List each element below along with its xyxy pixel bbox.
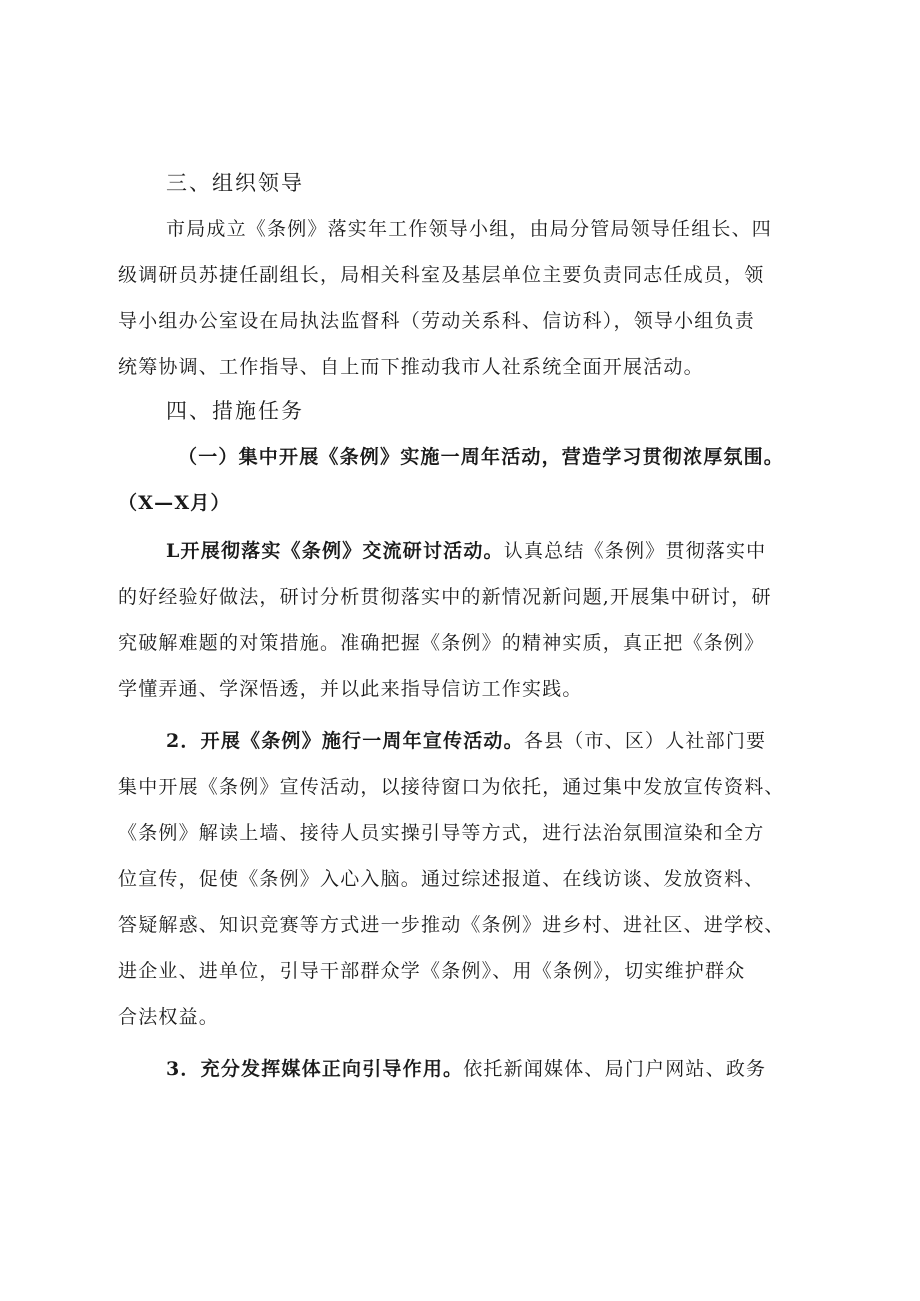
paragraph-line: 导小组办公室设在局执法监督科（劳动关系科、信访科），领导小组负责 [118, 310, 755, 332]
paragraph-line: 级调研员苏捷任副组长，局相关科室及基层单位主要负责同志任成员，领 [118, 264, 765, 286]
item-1-first-line [166, 538, 876, 564]
item-1-lead: L开展彻落实《条例》交流研讨活动。 [166, 540, 504, 562]
subsection-1-period: （X—X月） [118, 492, 231, 514]
paragraph-line: 市局成立《条例》落实年工作领导小组，由局分管局领导任组长、四 [166, 218, 773, 240]
paragraph-line: 答疑解惑、知识竞赛等方式进一步推动《条例》进乡村、进社区、进学校、 [118, 914, 785, 936]
paragraph-line: 学懂弄通、学深悟透，并以此来指导信访工作实践。 [118, 678, 583, 700]
item-2-lead: 2．开展《条例》施行一周年宣传活动。 [166, 730, 524, 752]
paragraph-line: 进企业、进单位，引导干部群众学《条例》、用《条例》，切实维护群众 [118, 960, 746, 982]
paragraph-line: 的好经验好做法，研讨分析贯彻落实中的新情况新问题,开展集中研讨，研 [118, 586, 772, 608]
item-3-text: 依托新闻媒体、局门户网站、政务 [463, 1058, 767, 1080]
paragraph-line: 集中开展《条例》宣传活动，以接待窗口为依托，通过集中发放宣传资料、 [118, 776, 785, 798]
paragraph-line: 究破解难题的对策措施。准确把握《条例》的精神实质，真正把《条例》 [118, 632, 765, 654]
subsection-1-title: （一）集中开展《条例》实施一周年活动，营造学习贯彻浓厚氛围。 [178, 446, 785, 468]
paragraph-line: 位宣传，促使《条例》入心入脑。通过综述报道、在线访谈、发放资料、 [118, 868, 765, 890]
paragraph-line: 合法权益。 [118, 1006, 220, 1028]
section-4-heading: 四、措施任务 [166, 399, 304, 423]
paragraph-line: 统筹协调、工作指导、自上而下推动我市人社系统全面开展活动。 [118, 356, 704, 378]
item-3-first-line [166, 1056, 876, 1082]
item-3-lead: 3．充分发挥媒体正向引导作用。 [166, 1058, 464, 1080]
section-3-heading: 三、组织领导 [166, 171, 304, 195]
item-2-first-line [166, 728, 876, 754]
item-2-text: 各县（市、区）人社部门要 [523, 730, 767, 752]
paragraph-line: 《条例》解读上墙、接待人员实操引导等方式，进行法治氛围渲染和全方 [118, 822, 765, 844]
item-1-text: 认真总结《条例》贯彻落实中 [503, 540, 767, 562]
